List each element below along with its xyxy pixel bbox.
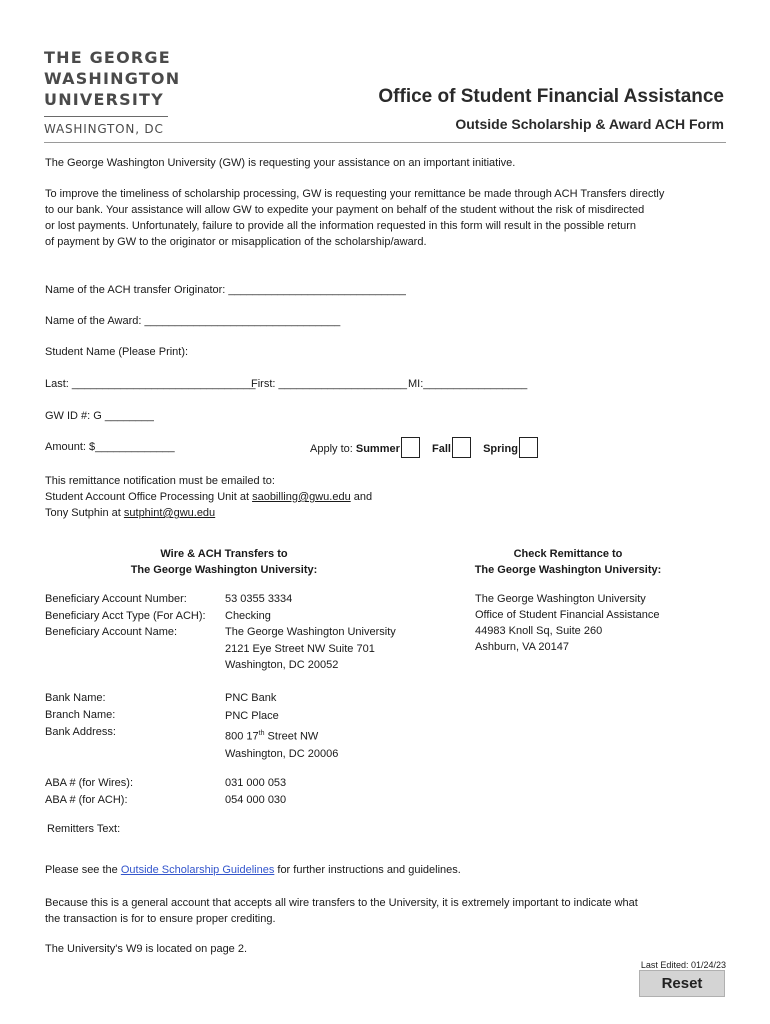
remitters-text-label: Remitters Text:: [47, 823, 121, 835]
bank-address-line-1: [225, 725, 338, 746]
notification-block: [45, 473, 705, 521]
logo-line-1: THE GEORGE: [44, 48, 171, 67]
aba-ach-label: ABA # (for ACH):: [45, 793, 128, 806]
notification-text: and: [350, 491, 373, 503]
beneficiary-address-line-2: Washington, DC 20052: [225, 659, 339, 671]
check-address: [475, 591, 659, 655]
logo-line-2: WASHINGTON: [44, 69, 181, 88]
spring-label: Spring: [483, 443, 518, 455]
page-subtitle: Outside Scholarship & Award ACH Form: [455, 116, 724, 132]
sutphint-email-link[interactable]: sutphint@gwu.edu: [123, 507, 216, 519]
check-address-line-3: 44983 Knoll Sq, Suite 260: [475, 625, 603, 637]
check-address-line-4: Ashburn, VA 20147: [475, 641, 569, 653]
wire-heading-line-1: Wire & ACH Transfers to: [160, 548, 288, 560]
intro-line-4: of payment by GW to the originator or misapplication of the scholarship/award.: [45, 236, 427, 248]
bank-street-number: 800 17: [225, 730, 259, 743]
beneficiary-account-number-label: Beneficiary Account Number:: [45, 593, 187, 605]
fall-label: Fall: [432, 443, 451, 455]
reset-button[interactable]: Reset: [639, 970, 725, 997]
bank-labels: [45, 690, 116, 741]
logo-divider: [44, 116, 168, 117]
logo-line-4: WASHINGTON, DC: [44, 122, 164, 136]
check-address-line-1: The George Washington University: [475, 593, 646, 605]
page-title: Office of Student Financial Assistance: [378, 86, 724, 107]
guidelines-text: Please see the: [45, 864, 121, 876]
bank-street-name: Street NW: [264, 730, 319, 743]
first-name-field[interactable]: First: _____________________: [251, 378, 407, 390]
beneficiary-address-line-1: 2121 Eye Street NW Suite 701: [225, 642, 375, 655]
student-name-label: Student Name (Please Print):: [45, 346, 189, 358]
spring-checkbox[interactable]: [519, 437, 538, 458]
gwid-field[interactable]: GW ID #: G ________: [45, 410, 154, 422]
notification-text: Student Account Office Processing Unit at: [45, 491, 253, 503]
notification-line-3: [45, 505, 705, 521]
notification-text: Tony Sutphin at: [45, 507, 124, 519]
bank-street-suffix: th: [258, 730, 265, 737]
intro-line-3: or lost payments. Unfortunately, failure to provide all the information requested in this form will result in the possible return: [45, 220, 637, 232]
wire-heading: [104, 546, 344, 578]
middle-initial-field[interactable]: MI:_________________: [408, 378, 528, 390]
bank-values: [225, 690, 338, 764]
guidelines-line: [45, 864, 461, 876]
aba-wires-number: 031 000 053: [225, 777, 287, 789]
bank-name: PNC Bank: [225, 692, 277, 704]
last-name-field[interactable]: Last: ______________________________: [45, 378, 256, 390]
notification-line-2: [45, 489, 705, 505]
general-account-line-2: the transaction is for to ensure proper crediting.: [45, 913, 276, 925]
w9-note: The University's W9 is located on page 2.: [45, 943, 248, 955]
aba-values: [225, 775, 286, 808]
summer-label: Summer: [355, 443, 400, 455]
aba-labels: [45, 775, 133, 808]
general-account-line-1: Because this is a general account that accepts all wire transfers to the University, it is extremely important to indicate what: [45, 897, 638, 909]
apply-to-label: Apply to:: [310, 443, 356, 455]
aba-wires-label: ABA # (for Wires):: [45, 777, 134, 789]
award-field[interactable]: Name of the Award: ________________________________: [45, 315, 341, 327]
wire-heading-line-2: The George Washington University:: [130, 564, 318, 576]
fall-checkbox[interactable]: [452, 437, 471, 458]
aba-ach-number: 054 000 030: [225, 793, 287, 806]
bank-address-label: Bank Address:: [45, 726, 116, 738]
beneficiary-account-name: The George Washington University: [225, 626, 396, 638]
check-heading-line-1: Check Remittance to: [513, 548, 623, 560]
beneficiary-account-name-label: Beneficiary Account Name:: [45, 626, 178, 638]
beneficiary-acct-type: Checking: [225, 609, 271, 622]
check-heading: [448, 546, 688, 578]
originator-field[interactable]: Name of the ACH transfer Originator: _____________________________: [45, 284, 406, 296]
check-heading-line-2: The George Washington University:: [474, 564, 662, 576]
branch-name-label: Branch Name:: [45, 709, 116, 721]
notification-line-1: This remittance notification must be emailed to:: [45, 475, 275, 487]
bank-name-label: Bank Name:: [45, 692, 106, 704]
general-account-paragraph: [45, 895, 705, 927]
outside-scholarship-guidelines-link[interactable]: Outside Scholarship Guidelines: [120, 864, 275, 876]
guidelines-text: for further instructions and guidelines.: [274, 864, 461, 876]
beneficiary-values: [225, 591, 396, 674]
amount-field[interactable]: Amount: $_____________: [45, 441, 175, 453]
bank-address-line-2: Washington, DC 20006: [225, 748, 339, 761]
logo-line-3: UNIVERSITY: [44, 90, 164, 109]
saobilling-email-link[interactable]: saobilling@gwu.edu: [252, 491, 351, 503]
beneficiary-account-number: 53 0355 3334: [225, 593, 293, 605]
branch-name: PNC Place: [225, 709, 279, 722]
apply-to-group: [310, 437, 538, 458]
last-edited-date: Last Edited: 01/24/23: [640, 960, 726, 970]
intro-line-1: To improve the timeliness of scholarship processing, GW is requesting your remittance be made through ACH Transfers directly: [45, 188, 665, 200]
header-divider: [44, 142, 726, 143]
intro-paragraph-2: [45, 186, 705, 250]
intro-line-2: to our bank. Your assistance will allow GW to expedite your payment on behalf of the student without the risk of misdirected: [45, 204, 645, 216]
summer-checkbox[interactable]: [401, 437, 420, 458]
intro-paragraph-1: The George Washington University (GW) is requesting your assistance on an important initiative.: [45, 157, 516, 169]
beneficiary-labels: [45, 591, 206, 641]
check-address-line-2: Office of Student Financial Assistance: [475, 609, 660, 621]
beneficiary-acct-type-label: Beneficiary Acct Type (For ACH):: [45, 609, 206, 622]
